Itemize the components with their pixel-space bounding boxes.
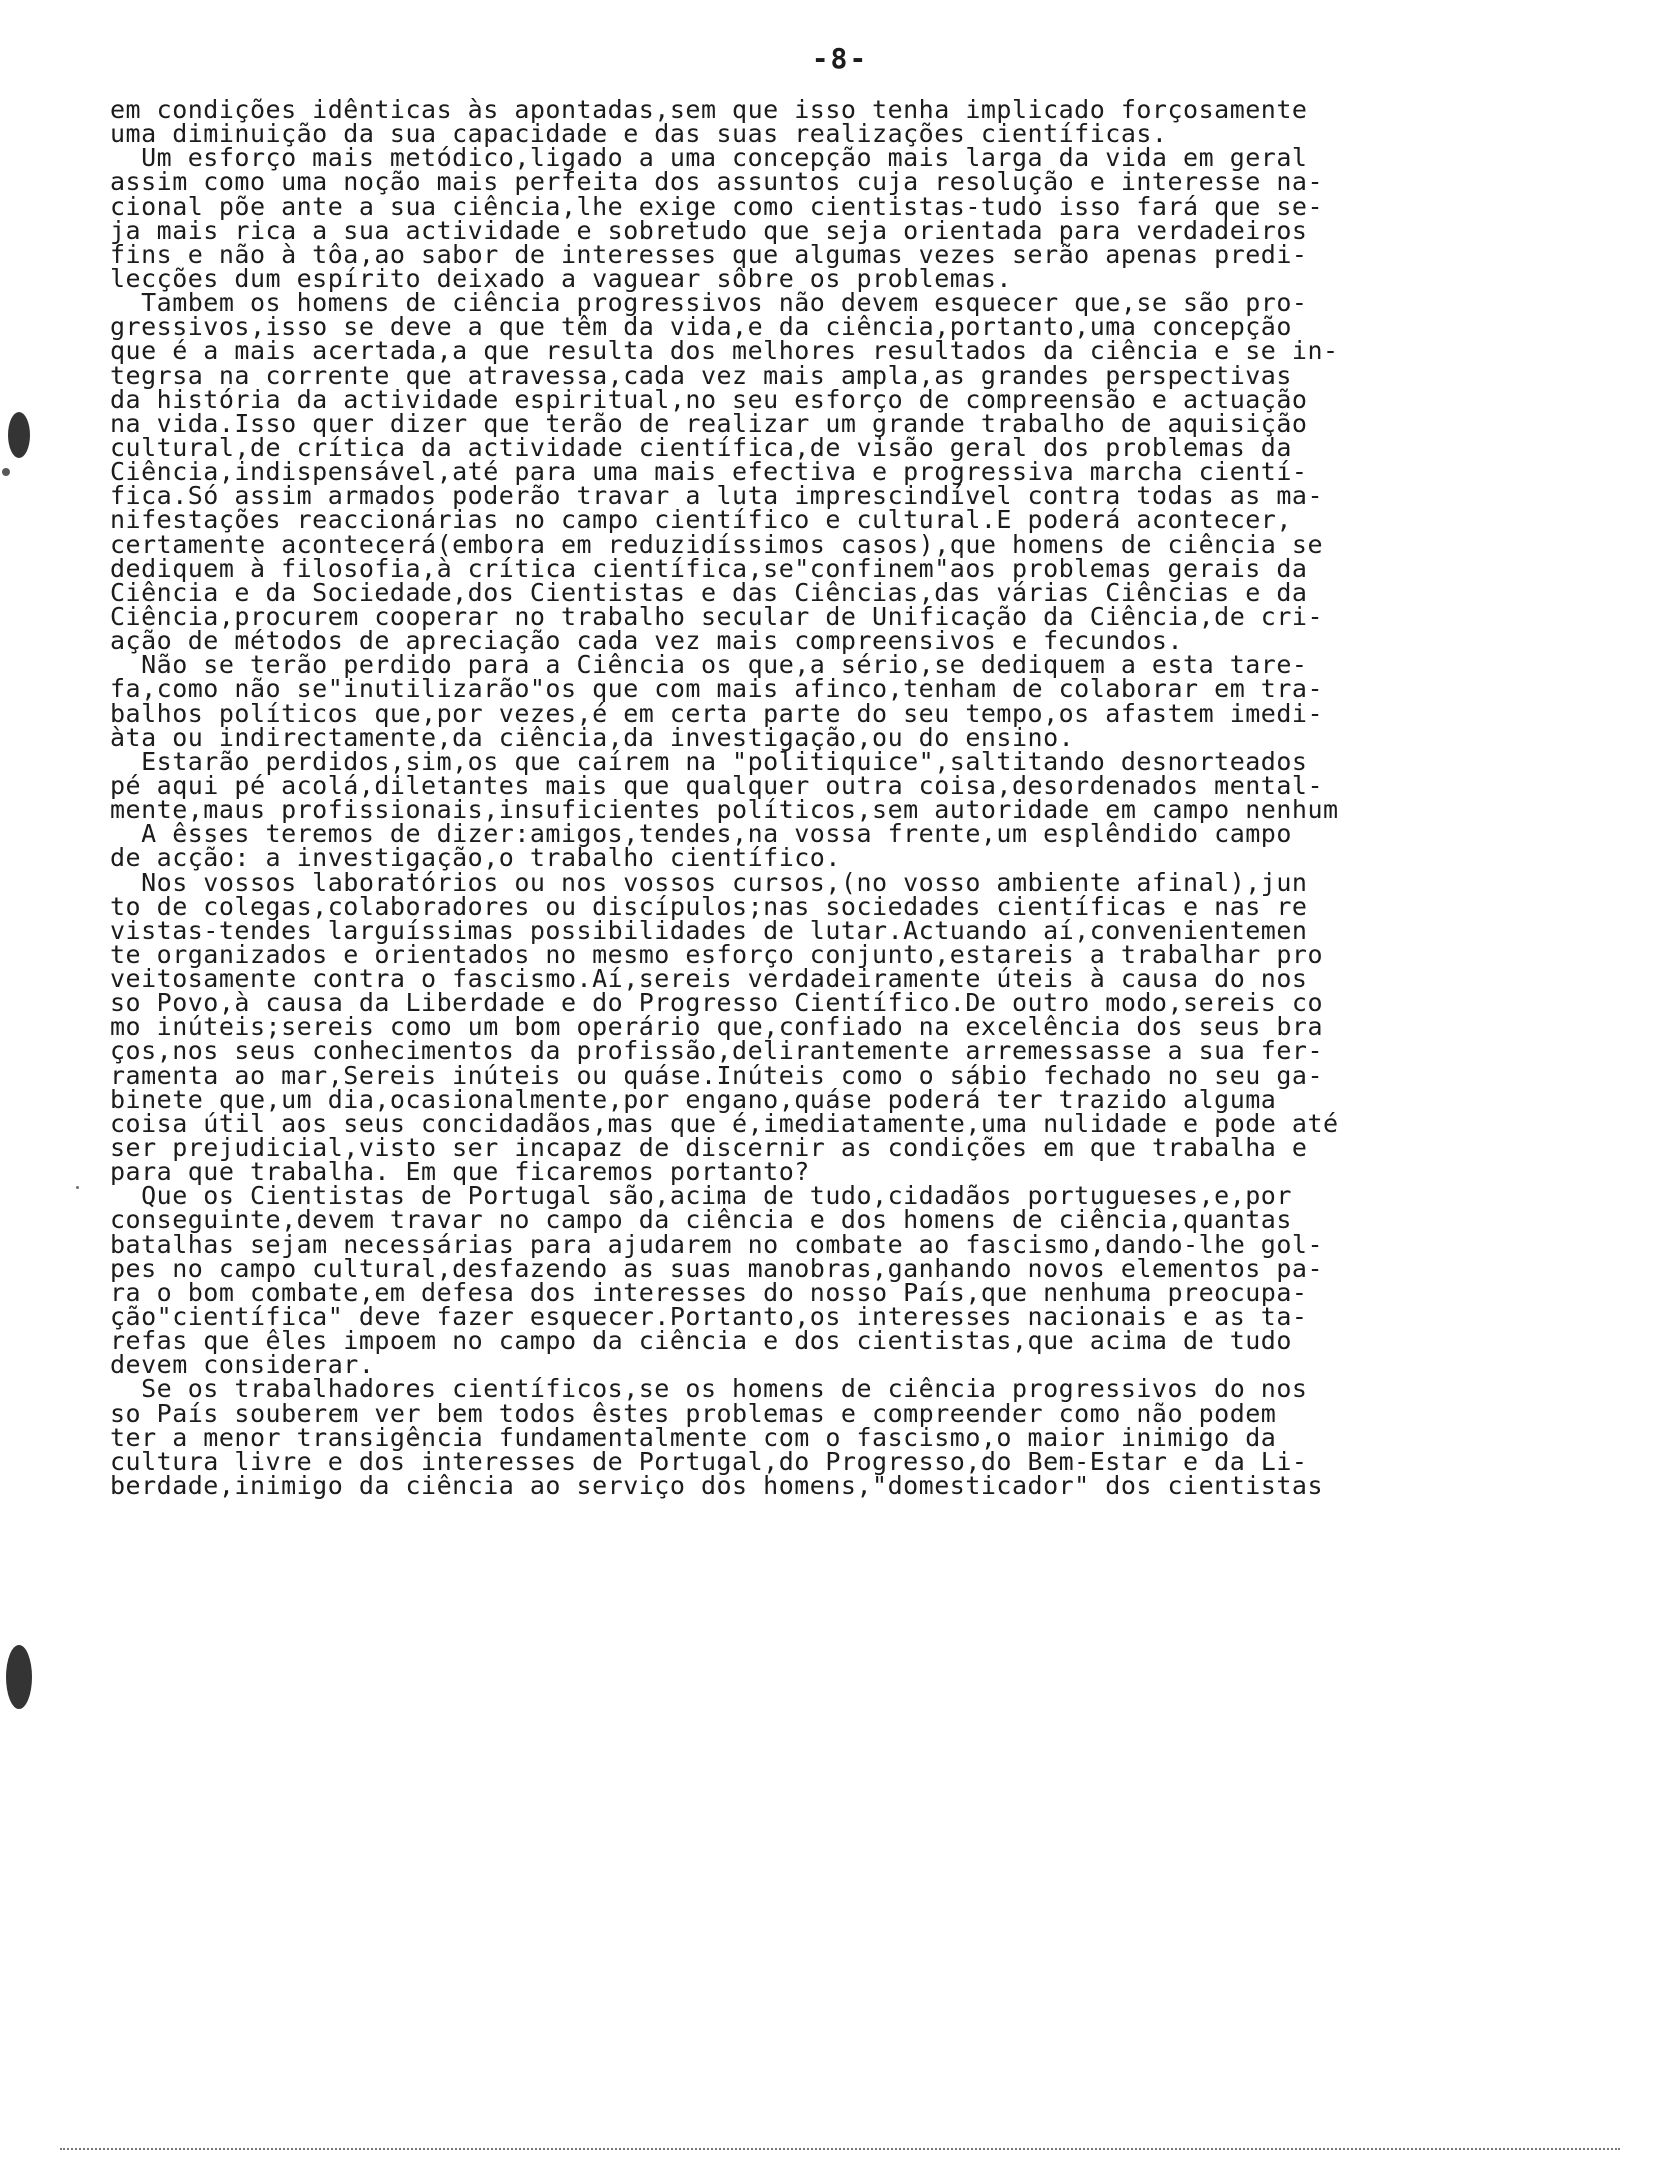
text-line: Nos vossos laboratórios ou nos vossos cursos,(no vosso ambiente afinal),jun <box>110 867 1308 897</box>
text-line: ja mais rica a sua actividade e sobretudo que seja orientada para verdadeiros <box>110 215 1308 245</box>
text-line: ser prejudicial,visto ser incapaz de discernir as condições em que trabalha e <box>110 1133 1308 1163</box>
text-line: uma diminuição da sua capacidade e das suas realizações científicas. <box>110 119 1168 149</box>
text-line: ter a menor transigência fundamentalmente com o fascismo,o maior inimigo da <box>110 1422 1277 1452</box>
body-text <box>110 95 1670 1501</box>
punch-hole-mark-bottom <box>6 1645 32 1709</box>
punch-hole-mark-top-small <box>2 468 10 476</box>
stray-dot <box>76 1186 79 1189</box>
text-line: so Povo,à causa da Liberdade e do Progresso Científico.De outro modo,sereis co <box>110 988 1323 1018</box>
text-line: berdade,inimigo da ciência ao serviço dos homens,"domesticador" dos cientistas <box>110 1471 1323 1501</box>
text-line: balhos políticos que,por vezes,é em certa parte do seu tempo,os afastem imedi- <box>110 698 1323 728</box>
text-line: em condições idênticas às apontadas,sem que isso tenha implicado forçosamente <box>110 95 1308 124</box>
text-line: ramenta ao mar,Sereis inúteis ou quáse.Inúteis como o sábio fechado no seu ga- <box>110 1060 1323 1090</box>
text-line: mo inúteis;sereis como um bom operário que,confiado na excelência dos seus bra <box>110 1012 1323 1042</box>
text-line: Se os trabalhadores científicos,se os homens de ciência progressivos do nos <box>110 1374 1308 1404</box>
text-line: Ciência,procurem cooperar no trabalho secular de Unificação da Ciência,de cri- <box>110 601 1323 631</box>
text-line: to de colegas,colaboradores ou discípulos;nas sociedades científicas e nas re <box>110 891 1308 921</box>
text-line: ra o bom combate,em defesa dos interesses do nosso País,que nenhuma preocupa- <box>110 1277 1308 1307</box>
text-line: Não se terão perdido para a Ciência os que,a sério,se dediquem a esta tare- <box>110 650 1308 680</box>
text-line: cultura livre e dos interesses de Portugal,do Progresso,do Bem-Estar e da Li- <box>110 1446 1308 1476</box>
text-line: refas que êles impoem no campo da ciência e dos cientistas,que acima de tudo <box>110 1326 1292 1356</box>
text-line: nifestações reaccionárias no campo científico e cultural.E poderá acontecer, <box>110 505 1292 535</box>
text-line: certamente acontecerá(embora em reduzidíssimos casos),que homens de ciência se <box>110 529 1323 559</box>
punch-hole-mark-top <box>8 412 30 458</box>
text-line: so País souberem ver bem todos êstes problemas e compreender como não podem <box>110 1398 1277 1428</box>
text-line: Ciência e da Sociedade,dos Cientistas e das Ciências,das várias Ciências e da <box>110 577 1308 607</box>
text-line: cional põe ante a sua ciência,lhe exige como cientistas-tudo isso fará que se- <box>110 191 1323 221</box>
text-line: conseguinte,devem travar no campo da ciência e dos homens de ciência,quantas <box>110 1205 1292 1235</box>
text-line: ção"científica" deve fazer esquecer.Portanto,os interesses nacionais e as ta- <box>110 1302 1308 1332</box>
text-line: coisa útil aos seus concidadãos,mas que é,imediatamente,uma nulidade e pode até <box>110 1108 1339 1138</box>
text-line: ços,nos seus conhecimentos da profissão,delirantemente arremessasse a sua fer- <box>110 1036 1323 1066</box>
text-line: te organizados e orientados no mesmo esforço conjunto,estareis a trabalhar pro <box>110 939 1323 969</box>
text-line: para que trabalha. Em que ficaremos portanto? <box>110 1157 810 1187</box>
text-line: veitosamente contra o fascismo.Aí,sereis verdadeiramente úteis à causa do nos <box>110 964 1308 994</box>
text-line: da história da actividade espiritual,no seu esforço de compreensão e actuação <box>110 384 1308 414</box>
text-line: Tambem os homens de ciência progressivos não devem esquecer que,se são pro- <box>110 288 1308 318</box>
text-line: Ciência,indispensável,até para uma mais efectiva e progressiva marcha cientí- <box>110 457 1308 487</box>
text-line: A êsses teremos de dizer:amigos,tendes,na vossa frente,um esplêndido campo <box>110 819 1292 849</box>
text-line: que é a mais acertada,a que resulta dos melhores resultados da ciência e se in- <box>110 336 1339 366</box>
text-line: Que os Cientistas de Portugal são,acima de tudo,cidadãos portugueses,e,por <box>110 1181 1292 1211</box>
text-line: pé aqui pé acolá,diletantes mais que qualquer outra coisa,desordenados mental- <box>110 770 1323 800</box>
text-line: de acção: a investigação,o trabalho científico. <box>110 843 841 873</box>
text-line: gressivos,isso se deve a que têm da vida,e da ciência,portanto,uma concepção <box>110 312 1292 342</box>
text-line: lecções dum espírito deixado a vaguear sôbre os problemas. <box>110 263 1012 293</box>
text-line: fica.Só assim armados poderão travar a luta imprescindível contra todas as ma- <box>110 481 1323 511</box>
text-line: pes no campo cultural,desfazendo as suas manobras,ganhando novos elementos pa- <box>110 1253 1323 1283</box>
text-line: fins e não à tôa,ao sabor de interesses que algumas vezes serão apenas predi- <box>110 239 1308 269</box>
text-line: vistas-tendes larguíssimas possibilidades de lutar.Actuando aí,convenientemen <box>110 915 1308 945</box>
text-line: binete que,um dia,ocasionalmente,por engano,quáse poderá ter trazido alguma <box>110 1084 1277 1114</box>
text-line: dediquem à filosofia,à crítica científica,se"confinem"aos problemas gerais da <box>110 553 1308 583</box>
text-line: Estarão perdidos,sim,os que caírem na "politiquice",saltitando desnorteados <box>110 746 1308 776</box>
text-line: batalhas sejam necessárias para ajudarem no combate ao fascismo,dando-lhe gol- <box>110 1229 1323 1259</box>
text-line: mente,maus profissionais,insuficientes políticos,sem autoridade em campo nenhum <box>110 795 1339 825</box>
page-number: -8- <box>811 42 869 75</box>
text-line: cultural,de crítica da actividade científica,de visão geral dos problemas da <box>110 432 1292 462</box>
text-line: tegrsa na corrente que atravessa,cada vez mais ampla,as grandes perspectivas <box>110 360 1292 390</box>
text-line: àta ou indirectamente,da ciência,da investigação,ou do ensino. <box>110 722 1075 752</box>
text-line: devem considerar. <box>110 1350 375 1380</box>
text-line: Um esforço mais metódico,ligado a uma concepção mais larga da vida em geral <box>110 143 1308 173</box>
text-line: na vida.Isso quer dizer que terão de realizar um grande trabalho de aquisição <box>110 408 1308 438</box>
text-line: assim como uma noção mais perfeita dos assuntos cuja resolução e interesse na- <box>110 167 1323 197</box>
text-line: fa,como não se"inutilizarão"os que com mais afinco,tenham de colaborar em tra- <box>110 674 1323 704</box>
text-line: ação de métodos de apreciação cada vez mais compreensivos e fecundos. <box>110 626 1184 656</box>
bottom-edge-rule <box>60 2148 1620 2150</box>
